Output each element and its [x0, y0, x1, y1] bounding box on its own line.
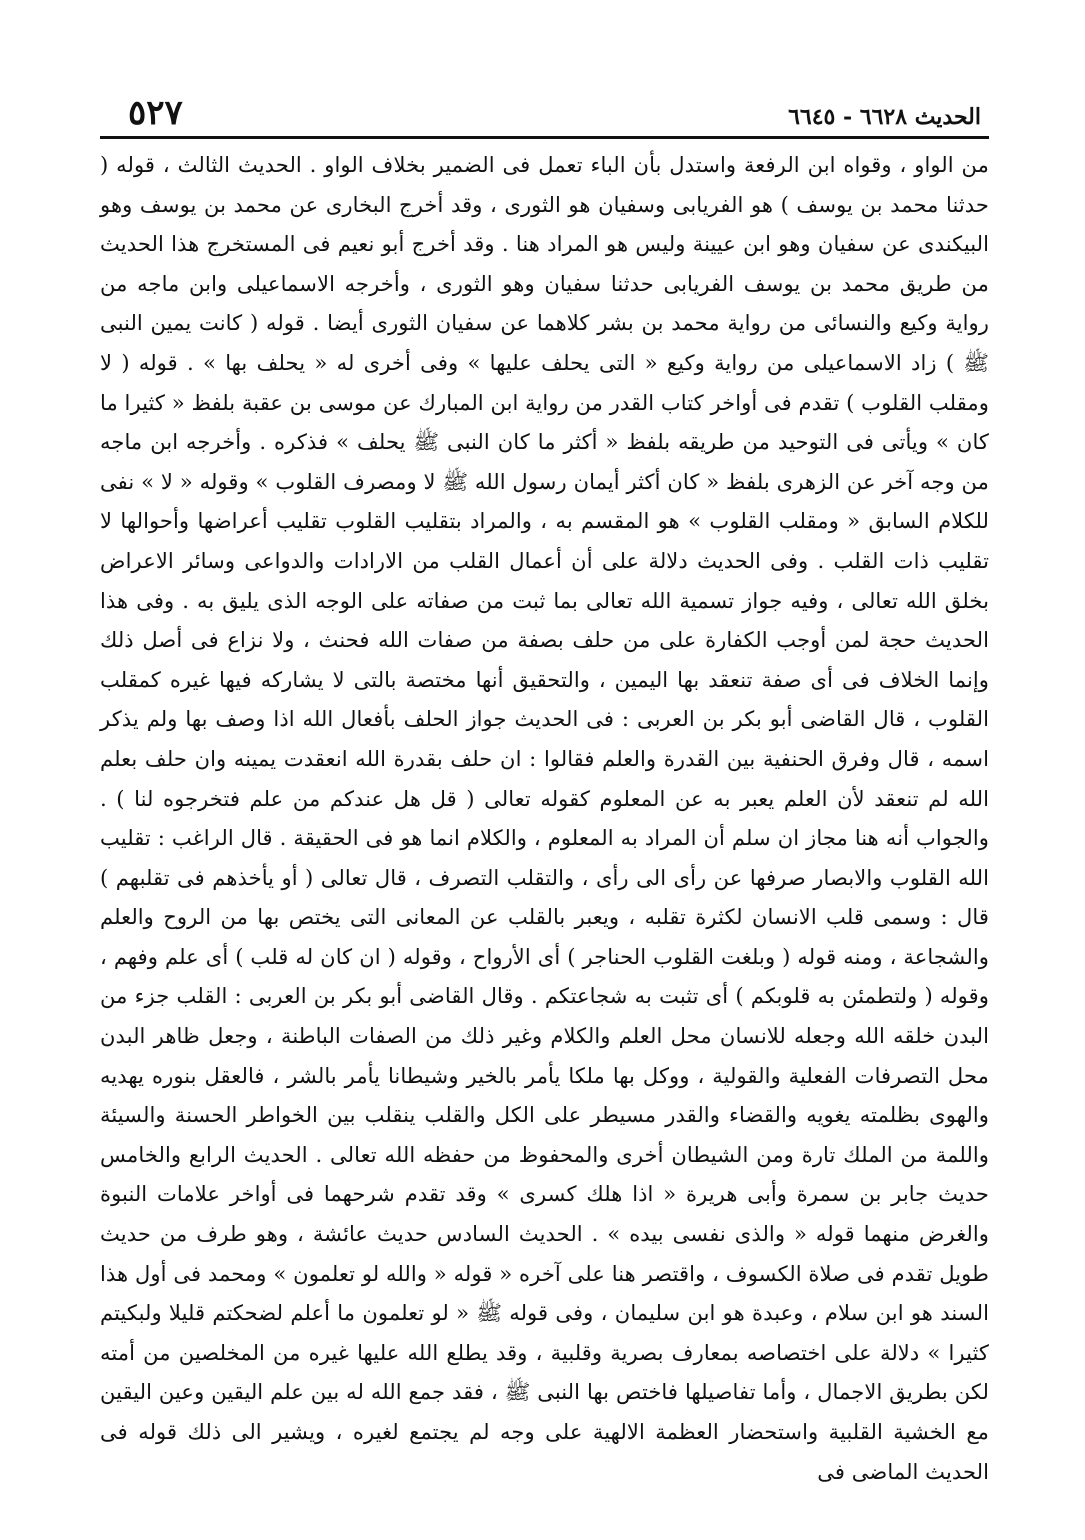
body-paragraph: من الواو ، وقواه ابن الرفعة واستدل بأن الباء تعمل فى الضمير بخلاف الواو . الحديث الثالث ، قوله ( حدثنا محمد بن يوسف ) هو الفريابى وسفيان هو الثورى ، وقد أخرج البخارى عن محمد بن يوسف وهو البيكندى عن سفيان وهو ابن عيينة وليس هو المراد هنا . وقد أخرج أبو نعيم فى المستخرج هذا الحديث من طريق محمد بن يوسف الفريابى حدثنا سفيان وهو الثورى ، وأخرجه الاسماعيلى وابن ماجه من رواية وكيع والنسائى من رواية محمد بن بشر كلاهما عن سفيان الثورى أيضا . قوله ( كانت يمين النبى ﷺ ) زاد الاسماعيلى من رواية وكيع « التى يحلف عليها » وفى أخرى له « يحلف بها » . قوله ( لا ومقلب القلوب ) تقدم فى أواخر كتاب القدر من رواية ابن المبارك عن موسى بن عقبة بلفظ « كثيرا ما كان » ويأتى فى التوحيد من طريقه بلفظ « أكثر ما كان النبى ﷺ يحلف » فذكره . وأخرجه ابن ماجه من وجه آخر عن الزهرى بلفظ « كان أكثر أيمان رسول الله ﷺ لا ومصرف القلوب » وقوله « لا » نفى للكلام السابق « ومقلب القلوب » هو المقسم به ، والمراد بتقليب القلوب تقليب أعراضها وأحوالها لا تقليب ذات القلب . وفى الحديث دلالة على أن أعمال القلب من الارادات والدواعى وسائر الاعراض بخلق الله تعالى ، وفيه جواز تسمية الله تعالى بما ثبت من صفاته على الوجه الذى يليق به . وفى هذا الحديث حجة لمن أوجب الكفارة على من حلف بصفة من صفات الله فحنث ، ولا نزاع فى أصل ذلك وإنما الخلاف فى أى صفة تنعقد بها اليمين ، والتحقيق أنها مختصة بالتى لا يشاركه فيها غيره كمقلب القلوب ، قال القاضى أبو بكر بن العربى : فى الحديث جواز الحلف بأفعال الله اذا وصف بها ولم يذكر اسمه ، قال وفرق الحنفية بين القدرة والعلم فقالوا : ان حلف بقدرة الله انعقدت يمينه وان حلف بعلم الله لم تنعقد لأن العلم يعبر به عن المعلوم كقوله تعالى ( قل هل عندكم من علم فتخرجوه لنا ) . والجواب أنه هنا مجاز ان سلم أن المراد به المعلوم ، والكلام انما هو فى الحقيقة . قال الراغب : تقليب الله القلوب والابصار صرفها عن رأى الى رأى ، والتقلب التصرف ، قال تعالى ( أو يأخذهم فى تقلبهم ) قال : وسمى قلب الانسان لكثرة تقلبه ، ويعبر بالقلب عن المعانى التى يختص بها من الروح والعلم والشجاعة ، ومنه قوله ( وبلغت القلوب الحناجر ) أى الأرواح ، وقوله ( ان كان له قلب ) أى علم وفهم ، وقوله ( ولتطمئن به قلوبكم ) أى تثبت به شجاعتكم . وقال القاضى أبو بكر بن العربى : القلب جزء من البدن خلقه الله وجعله للانسان محل العلم والكلام وغير ذلك من الصفات الباطنة ، وجعل ظاهر البدن محل التصرفات الفعلية والقولية ، ووكل بها ملكا يأمر بالخير وشيطانا يأمر بالشر ، فالعقل بنوره يهديه والهوى بظلمته يغويه والقضاء والقدر مسيطر على الكل والقلب ينقلب بين الخواطر الحسنة والسيئة واللمة من الملك تارة ومن الشيطان أخرى والمحفوظ من حفظه الله تعالى . الحديث الرابع والخامس حديث جابر بن سمرة وأبى هريرة « اذا هلك كسرى » وقد تقدم شرحهما فى أواخر علامات النبوة والغرض منهما قوله « والذى نفسى بيده » . الحديث السادس حديث عائشة ، وهو طرف من حديث طويل تقدم فى صلاة الكسوف ، واقتصر هنا على آخره « قوله « والله لو تعلمون » ومحمد فى أول هذا السند هو ابن سلام ، وعبدة هو ابن سليمان ، وفى قوله ﷺ « لو تعلمون ما أعلم لضحكتم قليلا ولبكيتم كثيرا » دلالة على اختصاصه بمعارف بصرية وقلبية ، وقد يطلع الله عليها غيره من المخلصين من أمته لكن بطريق الاجمال ، وأما تفاصيلها فاختص بها النبى ﷺ ، فقد جمع الله له بين علم اليقين وعين اليقين مع الخشية القلبية واستحضار العظمة الالهية على وجه لم يجتمع لغيره ، ويشير الى ذلك قوله فى الحديث الماضى فى	[100, 152, 989, 1484]
commentary-text	[100, 145, 989, 1491]
running-title: الحديث ٦٦٢٨ - ٦٦٤٥	[788, 104, 981, 130]
page-header	[100, 88, 989, 133]
page-number: ٥٢٧	[128, 93, 183, 133]
header-rule	[100, 136, 989, 139]
